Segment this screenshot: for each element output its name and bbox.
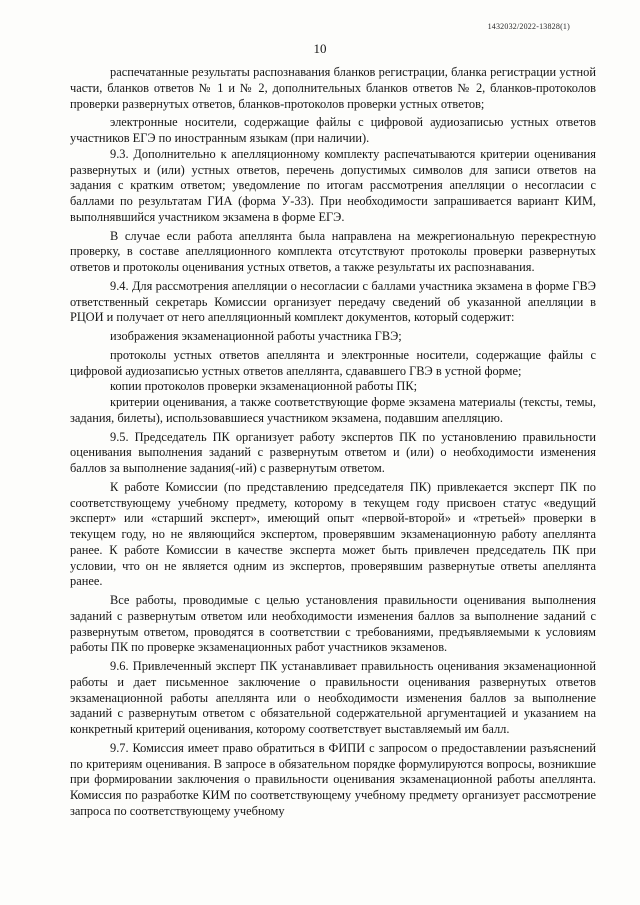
paragraph-expert: К работе Комиссии (по представлению председателя ПК) привлекается эксперт ПК по соответствующему учебному предмету, которому в текущем году присвоен статус «ведущий эксперт» или «старший эксперт», имеющий опыт «первой-второй» и «третьей» проверки в текущем году, но не являющийся экспертом, проверявшим экзаменационную работу апеллянта ранее. К работе Комиссии в качестве эксперта может быть привлечен председатель ПК при условии, что он не является одним из экспертов, проверявшим развернутые ответы апеллянта ранее. [70,479,596,589]
paragraph-9-7: 9.7. Комиссия имеет право обратиться в ФИПИ с запросом о предоставлении разъяснений по критериям оценивания. В запросе в обязательном порядке формулируются вопросы, возникшие при формировании заключения о правильности оценивания экзаменационной работы апеллянта. Комиссия по разработке КИМ по соответствующему учебному предмету организует рассмотрение запроса по соответствующему учебному [70,740,596,818]
paragraph-scanned-forms: распечатанные результаты распознавания бланков регистрации, бланка регистрации устной части, бланков ответов № 1 и № 2, дополнительных бланков ответов № 2, бланков-протоколов проверки развернутых ответов, бланков-протоколов проверки устных ответов; [70,65,596,111]
paragraph-9-4: 9.4. Для рассмотрения апелляции о несогласии с баллами участника экзамена в форме ГВЭ ответственный секретарь Комиссии организует передачу сведений об указанной апелляции в РЦОИ и получает от него апелляционный комплект документов, который содержит: [70,278,596,325]
paragraph-9-3: 9.3. Дополнительно к апелляционному комплекту распечатываются критерии оценивания развернутых и (или) устных ответов, перечень допустимых символов для записи ответов на задания с кратким ответом; уведомление по итогам рассмотрения апелляции о несогласии с баллами по результатам ГИА (форма У-33). При необходимости запрашивается вариант КИМ, выполнявшийся участником экзамена в форме ЕГЭ. [70,146,596,224]
list-item-oral-protocols: протоколы устных ответов апеллянта и электронные носители, содержащие файлы с цифровой аудиозаписью устных ответов апеллянта, сдававшего ГВЭ в устной форме; [70,347,596,378]
list-item-exam-images: изображения экзаменационной работы участника ГВЭ; [110,329,402,343]
paragraph-9-6: 9.6. Привлеченный эксперт ПК устанавливает правильность оценивания экзаменационной работы и дает письменное заключение о правильности оценивания развернутых ответов экзаменационной работы апеллянта или о необходимости изменения баллов за выполнение заданий с развернутым ответом с обязательной содержательной аргументацией и указанием на конкретный критерий оценивания, которому соответствует выставляемый им балл. [70,659,596,736]
paragraph-all-works: Все работы, проводимые с целью установления правильности оценивания выполнения заданий с развернутым ответом или необходимости изменения баллов за выполнение заданий с развернутым ответом, проводятся в соответствии с требованиями, предъявляемыми к условиям работы ПК по проверке экзаменационных работ участников экзаменов. [70,593,596,655]
paragraph-9-5: 9.5. Председатель ПК организует работу экспертов ПК по установлению правильности оценивания выполнения заданий с развернутым ответом и (или) о необходимости изменения баллов за выполнение задания(-ий) с развернутым ответом. [70,429,596,475]
document-body [70,65,596,820]
list-item-criteria: критерии оценивания, а также соответствующие форме экзамена материалы (тексты, темы, задания, билеты), использовавшиеся участником экзамена, подавшим апелляцию. [70,395,596,425]
paragraph-cross-check: В случае если работа апеллянта была направлена на межрегиональную перекрестную проверку, в составе апелляционного комплекта отсутствуют протоколы проверки развернутых ответов и протоколы оценивания устных ответов, а также результаты их распознавания. [70,228,596,274]
paragraph-electronic-media: электронные носители, содержащие файлы с цифровой аудиозаписью устных ответов участников ЕГЭ по иностранным языкам (при наличии). [70,115,596,145]
list-item-check-protocols: копии протоколов проверки экзаменационной работы ПК; [110,379,418,394]
document-id: 1432032/2022-13828(1) [487,22,570,31]
page-number: 10 [313,41,327,56]
